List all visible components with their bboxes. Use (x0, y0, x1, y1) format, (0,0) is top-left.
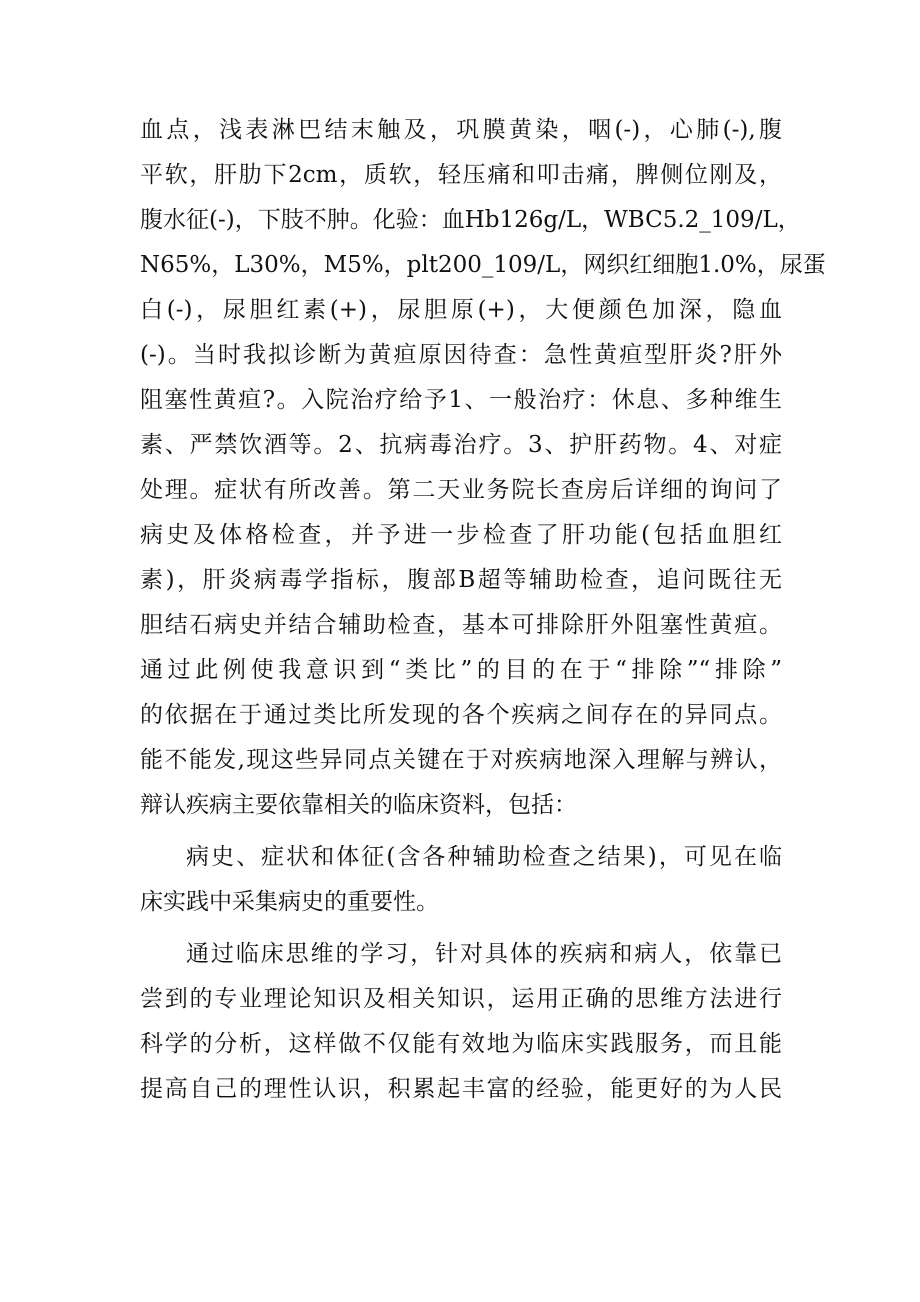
text-line: (-)。当时我拟诊断为黄疸原因待查：急性黄疸型肝炎?肝外 (140, 342, 782, 368)
text-line: 病史及体格检查，并予进一步检查了肝功能(包括血胆红 (140, 522, 782, 548)
text-line: 辩认疾病主要依靠相关的临床资料，包括： (140, 792, 577, 818)
text-line: 床实践中采集病史的重要性。 (140, 889, 439, 915)
text-line: 素、严禁饮酒等。2、抗病毒治疗。3、护肝药物。4、对症 (140, 432, 782, 458)
text-line: 的依据在于通过类比所发现的各个疾病之间存在的异同点。 (140, 702, 782, 728)
text-line: 白(-)，尿胆红素(+)，尿胆原(+)，大便颜色加深，隐血 (140, 297, 782, 323)
text-line: 阻塞性黄疸?。入院治疗给予1、一般治疗：休息、多种维生 (140, 387, 782, 413)
text-line: 胆结石病史并结合辅助检查，基本可排除肝外阻塞性黄疸。 (140, 612, 782, 638)
text-line: N65%，L30%，M5%，plt200_109/L，网织红细胞1.0%，尿蛋 (140, 252, 826, 278)
text-line: 通过此例使我意识到“类比”的目的在于“排除”“排除” (140, 657, 782, 683)
text-line: 提高自己的理性认识，积累起丰富的经验，能更好的为人民 (140, 1076, 782, 1102)
document-body (140, 108, 826, 1112)
text-line: 病史、症状和体征(含各种辅助检查之结果)，可见在临 (186, 844, 782, 870)
text-line: 处理。症状有所改善。第二天业务院长查房后详细的询问了 (140, 477, 782, 503)
text-line: 通过临床思维的学习，针对具体的疾病和病人，依靠已 (186, 941, 782, 967)
text-line: 尝到的专业理论知识及相关知识，运用正确的思维方法进行 (140, 986, 782, 1012)
text-line: 科学的分析，这样做不仅能有效地为临床实践服务，而且能 (140, 1031, 782, 1057)
text-line: 腹水征(-)，下肢不肿。化验：血Hb126g/L，WBC5.2_109/L， (140, 207, 801, 233)
text-line: 血点，浅表淋巴结末触及，巩膜黄染，咽(-)，心肺(-),腹 (140, 117, 782, 143)
text-line: 素)，肝炎病毒学指标，腹部B超等辅助检查，追问既往无 (140, 567, 782, 593)
text-line: 平软，肝肋下2cm，质软，轻压痛和叩击痛，脾侧位刚及， (140, 162, 782, 188)
text-line: 能不能发,现这些异同点关键在于对疾病地深入理解与辨认， (140, 747, 782, 773)
